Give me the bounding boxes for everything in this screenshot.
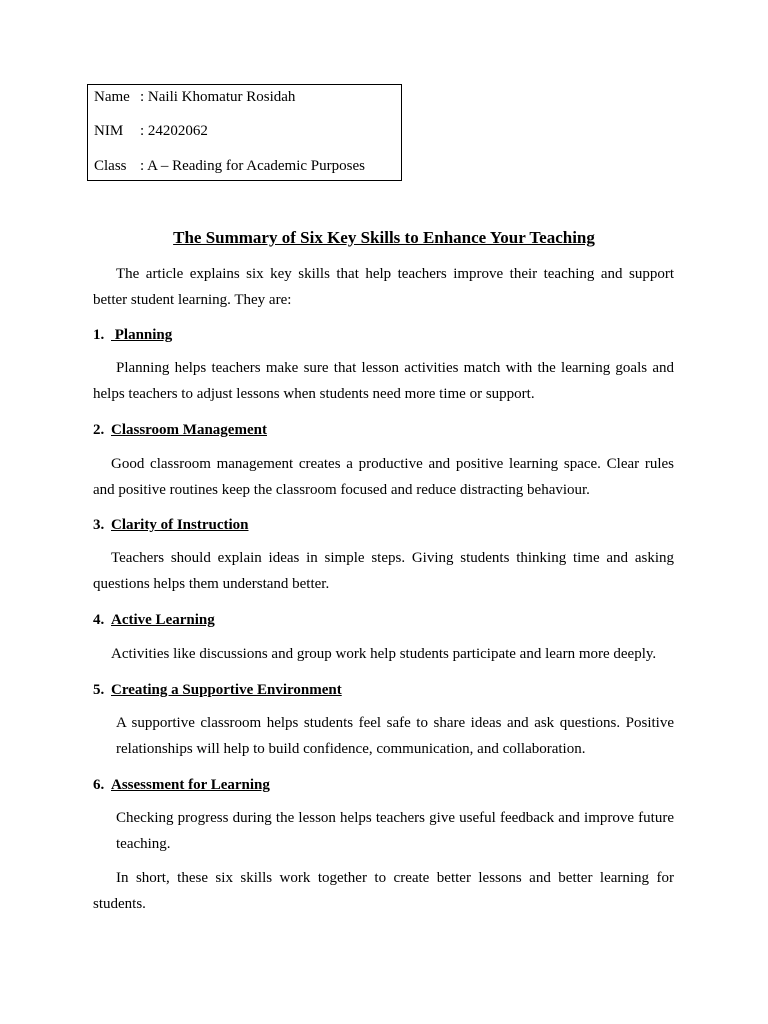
nim-value: : 24202062 [140, 123, 208, 139]
conclusion-paragraph: In short, these six skills work together to create better lessons and better learning for students. [93, 870, 674, 912]
section-number: 1. [93, 327, 105, 343]
name-row [94, 88, 295, 106]
class-row [94, 157, 365, 175]
nim-label: NIM [94, 123, 124, 139]
section-body-assessment-for-learning: Checking progress during the lesson helps teachers give useful feedback and improve future teaching. [116, 810, 674, 852]
section-heading-planning [93, 326, 172, 344]
section-heading-text: Classroom Management [111, 422, 267, 438]
class-label: Class [94, 158, 127, 174]
nim-row [94, 122, 208, 140]
section-heading-text: Active Learning [111, 612, 215, 628]
section-heading-active-learning [93, 611, 215, 629]
section-body-clarity-of-instruction: Teachers should explain ideas in simple steps. Giving students thinking time and asking questions helps them understand better. [93, 550, 674, 592]
section-number: 3. [93, 517, 105, 533]
section-heading-text: Creating a Supportive Environment [111, 682, 342, 698]
section-number: 6. [93, 777, 105, 793]
name-label: Name [94, 89, 130, 105]
section-body-classroom-management: Good classroom management creates a productive and positive learning space. Clear rules and positive routines keep the classroom focused and reduce distracting behaviour. [93, 456, 674, 498]
name-value: : Naili Khomatur Rosidah [140, 89, 296, 105]
section-heading-text: Clarity of Instruction [111, 517, 249, 533]
student-info-box [87, 84, 402, 181]
section-number: 4. [93, 612, 105, 628]
section-number: 5. [93, 682, 105, 698]
section-heading-assessment-for-learning [93, 776, 270, 794]
section-body-supportive-environment: A supportive classroom helps students feel safe to share ideas and ask questions. Positive relationships will help to build confidence, communication, and collaboration. [116, 715, 674, 757]
section-heading-classroom-management [93, 421, 267, 439]
section-body-planning: Planning helps teachers make sure that lesson activities match with the learning goals and helps teachers to adjust lessons when students need more time or support. [93, 360, 674, 402]
section-heading-clarity-of-instruction [93, 516, 249, 534]
section-heading-text: Planning [111, 327, 173, 343]
section-number: 2. [93, 422, 105, 438]
section-heading-supportive-environment [93, 681, 342, 699]
document-title: The Summary of Six Key Skills to Enhance Your Teaching [173, 228, 595, 247]
intro-paragraph: The article explains six key skills that help teachers improve their teaching and support better student learning. They are: [93, 266, 674, 308]
class-value: : A – Reading for Academic Purposes [140, 158, 365, 174]
section-body-active-learning: Activities like discussions and group work help students participate and learn more deeply. [111, 646, 657, 662]
section-heading-text: Assessment for Learning [111, 777, 270, 793]
